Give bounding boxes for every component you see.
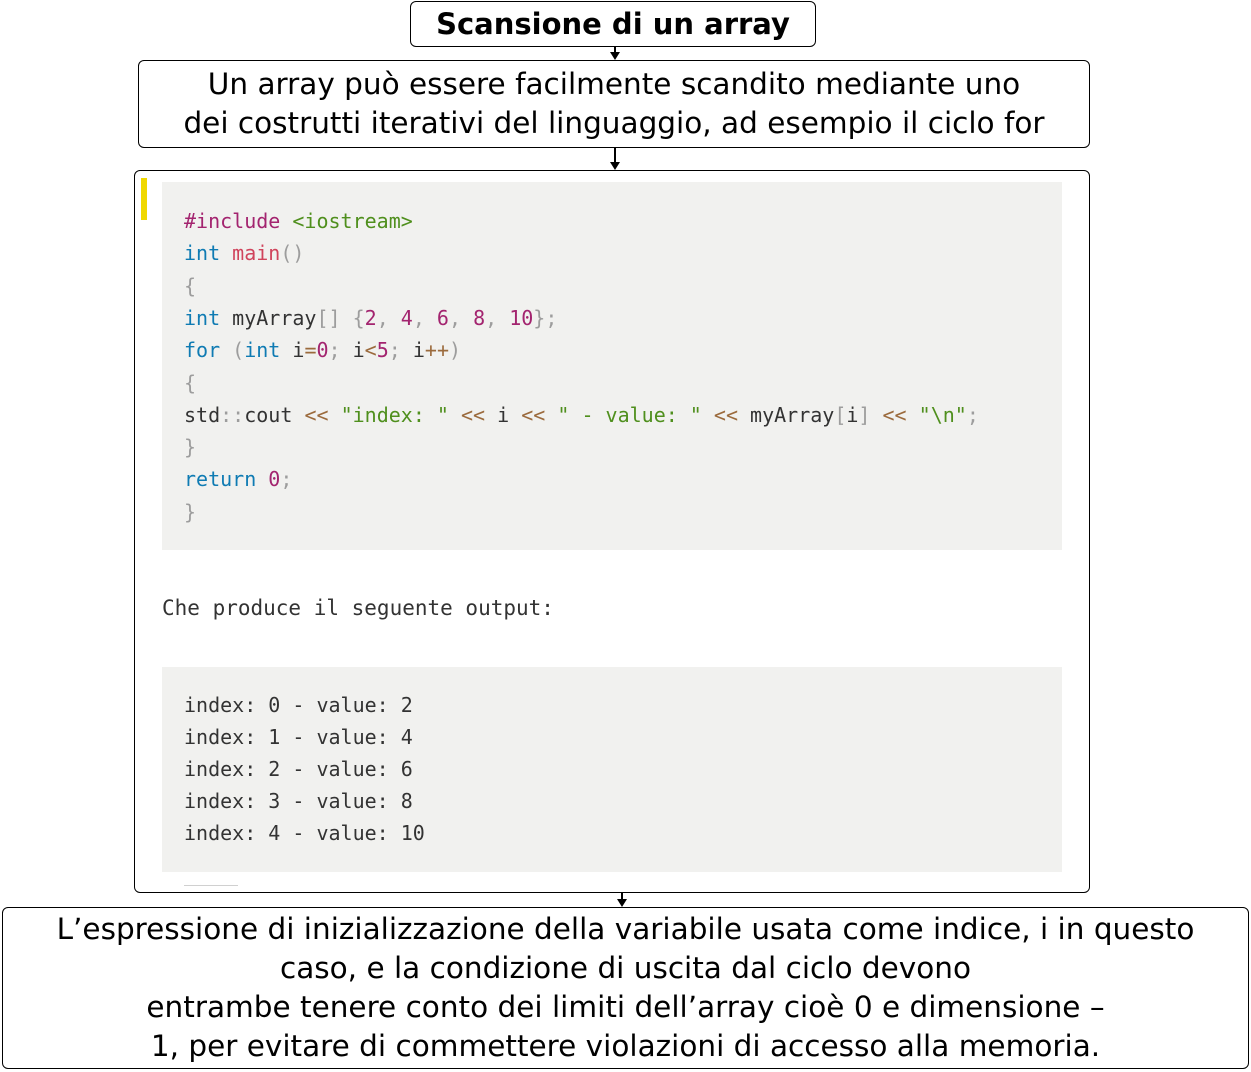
code-line-2 — [184, 237, 304, 269]
code-token: ) — [449, 338, 462, 362]
intro-line-1: Un array può essere facilmente scandito mediante uno — [207, 67, 1021, 101]
output-line-1: index: 0 - value: 2 — [184, 693, 413, 717]
code-token: () — [280, 241, 305, 265]
code-token — [389, 306, 401, 330]
code-line-10 — [184, 496, 196, 528]
code-line-4 — [184, 302, 557, 334]
code-token: :: — [220, 403, 245, 427]
code-token: 8 — [473, 306, 486, 330]
code-token: [ — [834, 403, 847, 427]
arrow-head-1 — [610, 52, 620, 60]
code-token — [497, 306, 509, 330]
code-token: ( — [232, 338, 245, 362]
output-line-3: index: 2 - value: 6 — [184, 757, 413, 781]
code-token — [256, 467, 268, 491]
code-token: 2 — [364, 306, 377, 330]
connector-line-2 — [614, 148, 616, 163]
code-token: { — [184, 274, 197, 298]
diagram-title: Scansione di un array — [436, 7, 790, 41]
code-token: ++ — [424, 338, 449, 362]
conclusion-line-4: 1, per evitare di commettere violazioni di accesso alla memoria. — [150, 1029, 1101, 1063]
code-token: = — [304, 338, 317, 362]
code-token: 4 — [400, 306, 413, 330]
code-line-3 — [184, 270, 196, 302]
code-line-9 — [184, 463, 292, 495]
code-token: myArray — [738, 403, 835, 427]
code-token: int — [244, 338, 281, 362]
code-token: "index: " — [340, 403, 449, 427]
code-token: , — [376, 306, 389, 330]
code-token: [] — [316, 306, 341, 330]
code-token: { — [184, 371, 197, 395]
code-token — [425, 306, 437, 330]
code-token — [545, 403, 557, 427]
code-token: ; — [328, 338, 341, 362]
code-token: { — [352, 306, 365, 330]
code-token: 6 — [436, 306, 449, 330]
output-caption: Che produce il seguente output: — [162, 596, 554, 620]
code-token: << — [713, 403, 738, 427]
code-token — [329, 403, 341, 427]
code-token: << — [521, 403, 546, 427]
code-line-8 — [184, 431, 196, 463]
code-token — [220, 338, 232, 362]
code-token: for — [184, 338, 221, 362]
code-token: i — [846, 403, 859, 427]
arrow-head-3 — [617, 899, 627, 907]
code-token: int — [184, 306, 221, 330]
code-line-7 — [184, 399, 979, 431]
code-token: 5 — [376, 338, 389, 362]
code-token: } — [184, 500, 197, 524]
highlight-marker — [141, 178, 147, 220]
code-token: cout — [244, 403, 293, 427]
code-token: std — [184, 403, 221, 427]
code-token: ; — [280, 467, 293, 491]
code-token — [449, 403, 461, 427]
divider — [184, 885, 238, 886]
code-token: i — [280, 338, 305, 362]
conclusion-node — [2, 907, 1249, 1069]
code-token: < — [364, 338, 377, 362]
code-token — [870, 403, 882, 427]
code-token: 0 — [268, 467, 281, 491]
code-token: "\n" — [918, 403, 967, 427]
output-line-2: index: 1 - value: 4 — [184, 725, 413, 749]
code-token — [461, 306, 473, 330]
output-line-4: index: 3 - value: 8 — [184, 789, 413, 813]
code-token — [702, 403, 714, 427]
code-token: 10 — [509, 306, 534, 330]
code-line-6 — [184, 367, 196, 399]
code-token: return — [184, 467, 257, 491]
code-token: myArray — [220, 306, 317, 330]
code-token: << — [461, 403, 486, 427]
code-token: #include — [184, 209, 281, 233]
conclusion-line-2: caso, e la condizione di uscita dal ciclo devono — [279, 951, 972, 985]
code-token: } — [184, 435, 197, 459]
conclusion-line-1: L’espressione di inizializzazione della variabile usata come indice, i in questo — [56, 912, 1195, 946]
code-line-5 — [184, 334, 461, 366]
code-token: i — [485, 403, 522, 427]
intro-node — [138, 60, 1090, 148]
code-token: << — [882, 403, 907, 427]
code-token: ; — [388, 338, 401, 362]
title-node — [410, 1, 816, 47]
code-token: }; — [533, 306, 558, 330]
code-token — [220, 241, 232, 265]
code-token — [292, 403, 304, 427]
code-token: , — [485, 306, 498, 330]
code-token: 0 — [316, 338, 329, 362]
code-token — [907, 403, 919, 427]
code-token — [280, 209, 292, 233]
arrow-head-2 — [610, 162, 620, 170]
intro-line-2: dei costrutti iterativi del linguaggio, ad esempio il ciclo for — [183, 106, 1045, 140]
conclusion-line-3: entrambe tenere conto dei limiti dell’array cioè 0 e dimensione – — [146, 990, 1105, 1024]
code-token — [341, 306, 353, 330]
code-token: , — [448, 306, 462, 330]
code-token: ; — [966, 403, 979, 427]
code-token: <iostream> — [292, 209, 413, 233]
code-line-1 — [184, 205, 413, 237]
code-token: main — [232, 241, 281, 265]
code-token: int — [184, 241, 221, 265]
code-token: , — [412, 306, 425, 330]
code-token: ] — [858, 403, 871, 427]
code-token: " - value: " — [557, 403, 702, 427]
code-token: i — [340, 338, 365, 362]
code-token: << — [304, 403, 329, 427]
code-token: i — [400, 338, 425, 362]
output-line-5: index: 4 - value: 10 — [184, 821, 425, 845]
